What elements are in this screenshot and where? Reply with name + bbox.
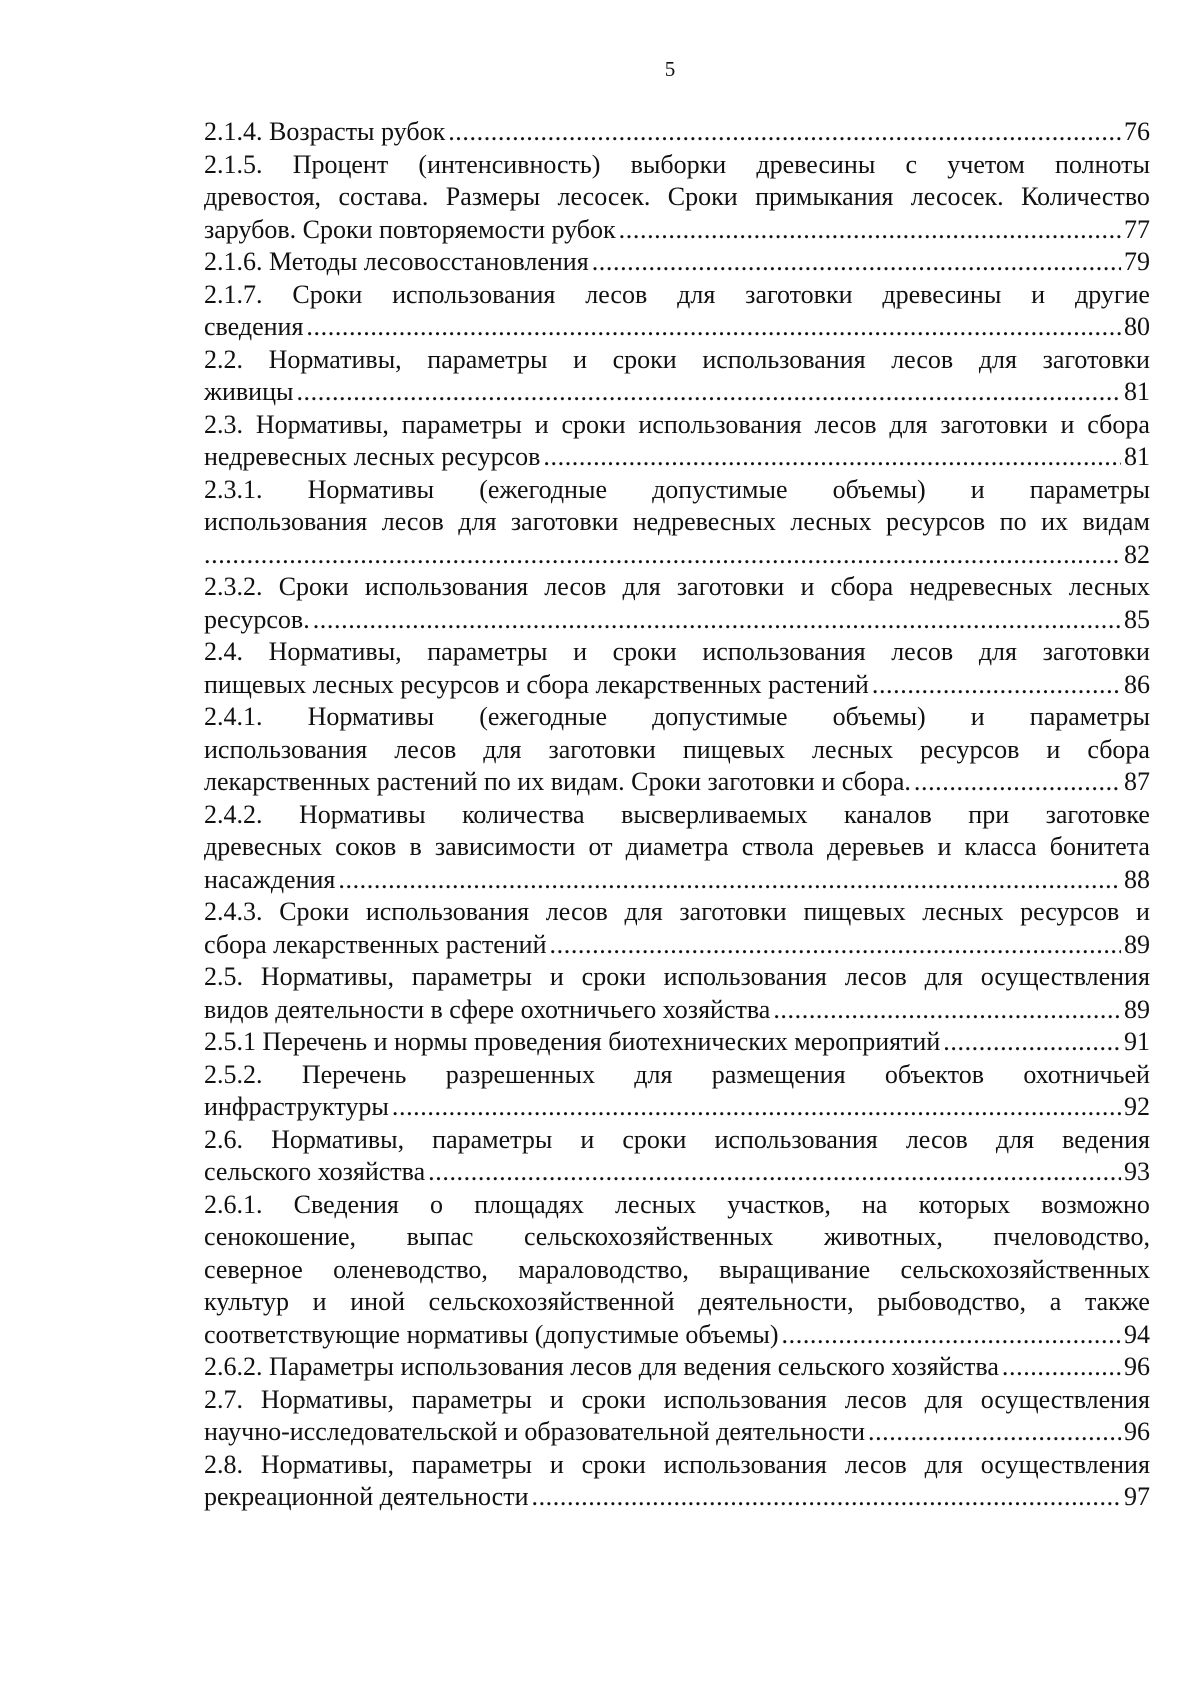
toc-entry-line: 2.6.1. Сведения о площадях лесных участков, на которых возможно: [204, 1189, 1150, 1219]
dot-leader: [943, 1026, 1121, 1059]
toc-entry-line: 2.1.7. Сроки использования лесов для заготовки древесины и другие: [204, 279, 1150, 309]
toc-entry-text: насаждения: [204, 864, 336, 894]
dot-leader: [448, 116, 1121, 149]
toc-entry-line: древостоя, состава. Размеры лесосек. Сроки примыкания лесосек. Количество: [204, 182, 1150, 211]
toc-entry-line: северное оленеводство, мараловодство, выращивание сельскохозяйственных: [204, 1254, 1150, 1284]
toc-page-number: 88: [1124, 864, 1150, 894]
toc-entry-last-line: [204, 994, 1150, 1027]
toc-entry-last-line: [204, 1319, 1150, 1352]
toc-entry: [204, 1351, 1150, 1384]
page-number: 5: [664, 57, 676, 81]
toc-entry: [204, 1449, 1150, 1514]
toc-entry: [204, 896, 1150, 961]
toc-entry-line: 2.3.1. Нормативы (ежегодные допустимые объемы) и параметры: [204, 474, 1150, 504]
dot-leader: [914, 766, 1121, 799]
toc-entry-line: культур и иной сельскохозяйственной деятельности, рыбоводство, а также: [204, 1287, 1150, 1316]
toc-entry-last-line: [204, 766, 1150, 799]
dot-leader: [338, 864, 1121, 897]
toc-entry-text: сбора лекарственных растений: [204, 929, 547, 959]
toc-entry: [204, 409, 1150, 474]
dot-leader: [392, 1091, 1121, 1124]
toc-entry: [204, 1059, 1150, 1124]
dot-leader: [306, 311, 1121, 344]
dot-leader: [428, 1156, 1121, 1189]
toc-entry-text: ресурсов.: [204, 604, 310, 634]
toc-page-number: 82: [1124, 539, 1150, 569]
dot-leader: [204, 539, 1121, 572]
toc-entry-line: 2.4. Нормативы, параметры и сроки использования лесов для заготовки: [204, 637, 1150, 666]
toc-entry-last-line: [204, 1091, 1150, 1124]
dot-leader: [868, 1416, 1121, 1449]
toc-entry-last-line: [204, 1416, 1150, 1449]
toc-entry-text: 2.6.2. Параметры использования лесов для ведения сельского хозяйства: [204, 1352, 999, 1381]
toc-page-number: 81: [1124, 442, 1150, 471]
toc-entry: [204, 279, 1150, 344]
toc-page-number: 79: [1124, 247, 1150, 276]
toc-entry-text: научно-исследовательской и образовательной деятельности: [204, 1417, 865, 1446]
toc-entry-text: сельского хозяйства: [204, 1157, 426, 1186]
toc-page-number: 80: [1124, 312, 1150, 341]
dot-leader: [1002, 1351, 1121, 1384]
toc-entry-last-line: [204, 929, 1150, 962]
toc-entry: [204, 474, 1150, 572]
toc-entry-last-line: [204, 604, 1150, 637]
toc-page-number: 87: [1124, 767, 1150, 796]
toc-entry: [204, 799, 1150, 897]
toc-entry: [204, 116, 1150, 149]
toc-entry-line: 2.4.2. Нормативы количества высверливаемых каналов при заготовке: [204, 799, 1150, 829]
toc-entry-line: 2.5. Нормативы, параметры и сроки использования лесов для осуществления: [204, 962, 1150, 991]
toc-entry-line: 2.8. Нормативы, параметры и сроки использования лесов для осуществления: [204, 1449, 1150, 1479]
toc-entry-last-line: [204, 864, 1150, 897]
toc-entry-text: рекреационной деятельности: [204, 1482, 529, 1511]
toc-entry-last-line: [204, 116, 1150, 149]
toc-entry-line: древесных соков в зависимости от диаметра ствола деревьев и класса бонитета: [204, 832, 1150, 861]
toc-entry-line: 2.3.2. Сроки использования лесов для заготовки и сбора недревесных лесных: [204, 572, 1150, 601]
toc-entry: [204, 701, 1150, 799]
toc-entry-text: инфраструктуры: [204, 1092, 389, 1121]
toc-entry: [204, 246, 1150, 279]
toc-entry-text: сведения: [204, 312, 304, 341]
toc-entry: [204, 636, 1150, 701]
toc-page-number: 86: [1124, 669, 1150, 699]
toc-entry-text: видов деятельности в сфере охотничьего хозяйства: [204, 994, 771, 1024]
dot-leader: [550, 929, 1121, 962]
toc-entry: [204, 149, 1150, 247]
toc-entry-last-line: [204, 311, 1150, 344]
toc-page-number: 85: [1124, 604, 1150, 634]
toc-entry: [204, 1189, 1150, 1352]
toc-entry: [204, 344, 1150, 409]
toc-entry-line: 2.4.1. Нормативы (ежегодные допустимые объемы) и параметры: [204, 702, 1150, 731]
toc-entry-last-line: [204, 539, 1150, 572]
toc-entry-last-line: [204, 1481, 1150, 1514]
toc-entry-line: использования лесов для заготовки пищевых лесных ресурсов и сбора: [204, 734, 1150, 764]
table-of-contents: [204, 116, 1150, 1514]
toc-entry-text: 2.1.6. Методы лесовосстановления: [204, 247, 589, 276]
toc-entry-text: недревесных лесных ресурсов: [204, 442, 541, 471]
dot-leader: [782, 1319, 1121, 1352]
toc-entry-text: 2.1.4. Возрасты рубок: [204, 117, 446, 146]
toc-entry-line: использования лесов для заготовки недревесных лесных ресурсов по их видам: [204, 507, 1150, 536]
toc-page-number: 96: [1124, 1417, 1150, 1446]
toc-entry-line: 2.4.3. Сроки использования лесов для заготовки пищевых лесных ресурсов и: [204, 897, 1150, 926]
toc-entry-text: пищевых лесных ресурсов и сбора лекарственных растений: [204, 669, 869, 699]
toc-entry-line: 2.5.2. Перечень разрешенных для размещения объектов охотничьей: [204, 1059, 1150, 1089]
toc-entry: [204, 1026, 1150, 1059]
toc-entry-line: сенокошение, выпас сельскохозяйственных животных, пчеловодство,: [204, 1222, 1150, 1251]
toc-page-number: 93: [1124, 1157, 1150, 1186]
toc-entry-line: 2.6. Нормативы, параметры и сроки использования лесов для ведения: [204, 1124, 1150, 1154]
toc-page-number: 91: [1124, 1027, 1150, 1056]
toc-page-number: 89: [1124, 994, 1150, 1024]
dot-leader: [531, 1481, 1121, 1514]
dot-leader: [872, 669, 1121, 702]
toc-page-number: 92: [1124, 1092, 1150, 1121]
toc-entry: [204, 1384, 1150, 1449]
toc-entry-text: 2.5.1 Перечень и нормы проведения биотехнических мероприятий: [204, 1027, 941, 1056]
toc-entry-last-line: [204, 1156, 1150, 1189]
toc-entry-line: 2.2. Нормативы, параметры и сроки использования лесов для заготовки: [204, 344, 1150, 374]
dot-leader: [592, 246, 1121, 279]
toc-entry: [204, 571, 1150, 636]
toc-entry-text: живицы: [204, 377, 294, 406]
toc-entry: [204, 1124, 1150, 1189]
toc-entry-text: соответствующие нормативы (допустимые объемы): [204, 1319, 779, 1349]
toc-page-number: 81: [1124, 377, 1150, 406]
toc-page-number: 77: [1124, 214, 1150, 244]
toc-entry-last-line: [204, 669, 1150, 702]
toc-entry-last-line: [204, 1351, 1150, 1384]
toc-page-number: 96: [1124, 1352, 1150, 1381]
dot-leader: [313, 604, 1121, 637]
toc-entry-last-line: [204, 1026, 1150, 1059]
toc-entry-text: лекарственных растений по их видам. Сроки заготовки и сбора.: [204, 767, 911, 796]
toc-entry-text: зарубов. Сроки повторяемости рубок: [204, 214, 616, 244]
toc-page-number: 76: [1124, 117, 1150, 146]
toc-entry-last-line: [204, 214, 1150, 247]
dot-leader: [619, 214, 1121, 247]
toc-page-number: 89: [1124, 929, 1150, 959]
dot-leader: [773, 994, 1121, 1027]
toc-page-number: 97: [1124, 1482, 1150, 1511]
toc-entry-line: 2.1.5. Процент (интенсивность) выборки древесины с учетом полноты: [204, 149, 1150, 179]
toc-entry-line: 2.3. Нормативы, параметры и сроки использования лесов для заготовки и сбора: [204, 409, 1150, 439]
dot-leader: [296, 376, 1121, 409]
toc-entry-last-line: [204, 246, 1150, 279]
toc-entry-last-line: [204, 441, 1150, 474]
toc-entry-line: 2.7. Нормативы, параметры и сроки использования лесов для осуществления: [204, 1384, 1150, 1414]
toc-page-number: 94: [1124, 1319, 1150, 1349]
toc-entry-last-line: [204, 376, 1150, 409]
dot-leader: [543, 441, 1121, 474]
toc-entry: [204, 961, 1150, 1026]
